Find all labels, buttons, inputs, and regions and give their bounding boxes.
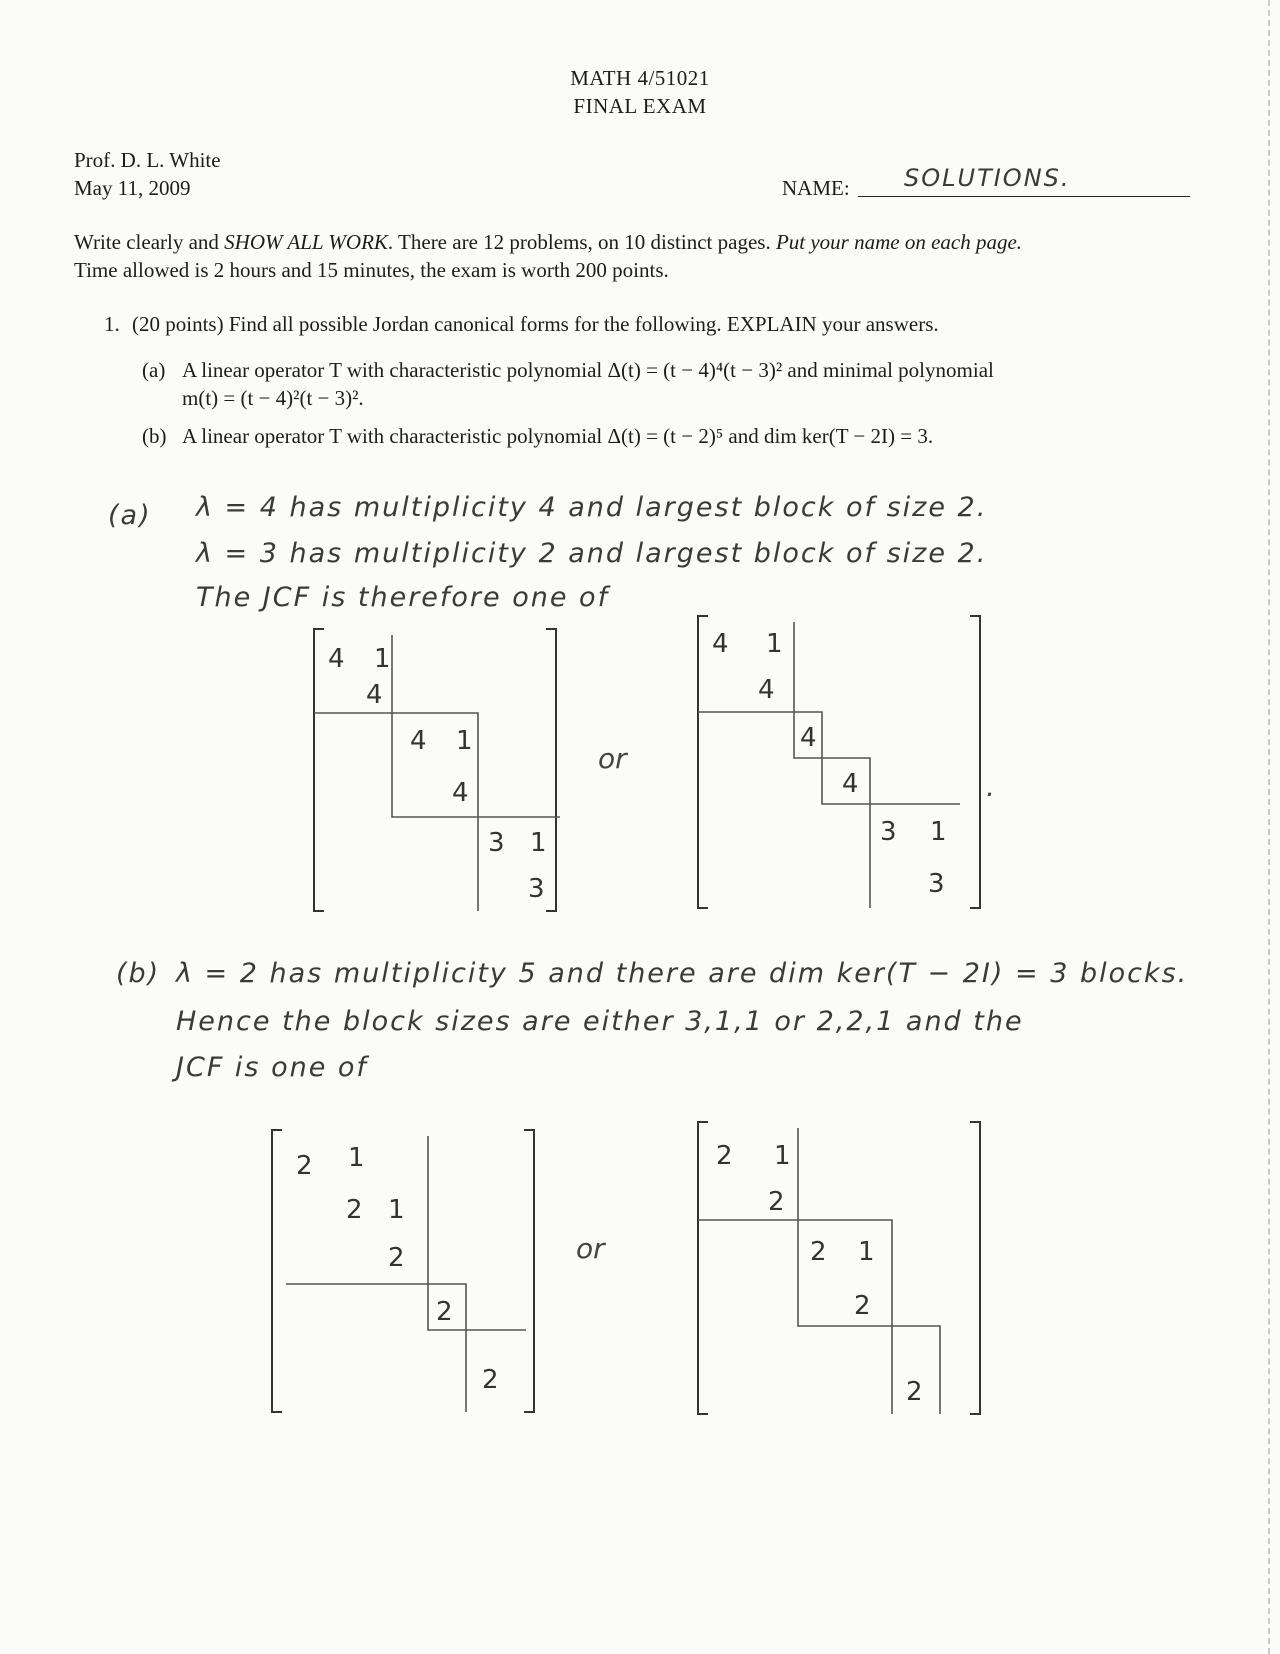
name-value: SOLUTIONS. xyxy=(904,164,1071,192)
matrix-entry: 1 xyxy=(388,1195,405,1225)
left-bracket xyxy=(314,629,324,911)
matrix-entry: 3 xyxy=(928,869,945,899)
solution-b-line1: λ = 2 has multiplicity 5 and there are dim ker(T − 2I) = 3 blocks. xyxy=(176,958,1189,989)
matrix-entry: 3 xyxy=(880,817,897,847)
solution-a-line3: The JCF is therefore one of xyxy=(196,582,610,613)
left-bracket xyxy=(698,616,708,908)
instructions-text-2: . There are 12 problems, on 10 distinct pages. xyxy=(387,230,776,254)
scan-edge xyxy=(1268,0,1270,1654)
matrix-entry: 4 xyxy=(712,629,729,659)
instructions-line2: Time allowed is 2 hours and 15 minutes, the exam is worth 200 points. xyxy=(74,258,669,282)
matrix-entry: 4 xyxy=(800,723,817,753)
problem-number: 1. xyxy=(104,312,120,336)
matrix-entry: 1 xyxy=(858,1237,875,1267)
matrix-entry: 4 xyxy=(328,644,345,674)
matrix-entry: 2 xyxy=(854,1291,871,1321)
solution-a-line2: λ = 3 has multiplicity 2 and largest block of size 2. xyxy=(196,538,988,569)
part-a-label: (a) xyxy=(142,358,166,382)
instructions-line1 xyxy=(74,228,1204,256)
part-a-line1: A linear operator T with characteristic polynomial Δ(t) = (t − 4)⁴(t − 3)² and minimal polynomial xyxy=(182,358,994,382)
matrix-entry: 4 xyxy=(452,778,469,808)
left-bracket xyxy=(272,1130,282,1412)
matrix-entry: 4 xyxy=(842,769,859,799)
solution-b-line2: Hence the block sizes are either 3,1,1 or 2,2,1 and the xyxy=(176,1006,1024,1037)
matrix-entry: 2 xyxy=(388,1243,405,1273)
instructions-text-1: Write clearly and xyxy=(74,230,225,254)
solution-a-label: (a) xyxy=(108,500,152,531)
part-b-line1: A linear operator T with characteristic polynomial Δ(t) = (t − 2)⁵ and dim ker(T − 2I) = 3. xyxy=(182,424,934,448)
matrix-entry: 4 xyxy=(410,726,427,756)
part-a-line2: m(t) = (t − 4)²(t − 3)². xyxy=(182,386,364,410)
matrix-entry: 3 xyxy=(488,828,505,858)
matrix-entry: 2 xyxy=(346,1195,363,1225)
matrix-entry: 1 xyxy=(930,817,947,847)
solution-b-line3: JCF is one of xyxy=(176,1052,368,1083)
name-label: NAME: xyxy=(782,176,850,200)
course-title: MATH 4/51021 xyxy=(570,66,710,90)
right-bracket xyxy=(546,629,556,911)
problem-statement: (20 points) Find all possible Jordan canonical forms for the following. EXPLAIN your answers. xyxy=(132,312,939,336)
matrix-entry: 2 xyxy=(482,1365,499,1395)
solution-a-end-mark: . xyxy=(986,770,995,803)
jcf-matrix-b2 xyxy=(694,1118,994,1418)
matrix-entry: 4 xyxy=(758,675,775,705)
solution-b-label: (b) xyxy=(116,958,161,989)
matrix-entry: 4 xyxy=(366,680,383,710)
matrix-entry: 2 xyxy=(716,1141,733,1171)
matrix-entry: 2 xyxy=(436,1297,453,1327)
matrix-entry: 3 xyxy=(528,874,545,904)
matrix-entry: 2 xyxy=(768,1187,785,1217)
exam-date: May 11, 2009 xyxy=(74,176,191,200)
jcf-matrix-a1 xyxy=(310,625,570,915)
instructions-emphasis-2: Put your name on each page. xyxy=(775,230,1023,254)
matrix-entry: 1 xyxy=(374,644,391,674)
jcf-matrix-a2 xyxy=(694,612,994,912)
professor: Prof. D. L. White xyxy=(74,148,221,172)
matrix-entry: 2 xyxy=(810,1237,827,1267)
matrix-entry: 1 xyxy=(348,1143,365,1173)
or-separator-b: or xyxy=(576,1232,605,1265)
matrix-entry: 1 xyxy=(774,1141,791,1171)
left-bracket xyxy=(698,1122,708,1414)
solution-a-line1: λ = 4 has multiplicity 4 and largest block of size 2. xyxy=(196,492,988,523)
right-bracket xyxy=(970,1122,980,1414)
matrix-entry: 2 xyxy=(906,1377,923,1407)
right-bracket xyxy=(970,616,980,908)
matrix-entry: 1 xyxy=(530,828,547,858)
right-bracket xyxy=(524,1130,534,1412)
exam-title: FINAL EXAM xyxy=(573,94,707,118)
block-2-border xyxy=(798,1220,892,1326)
matrix-entry: 1 xyxy=(766,629,783,659)
or-separator-a: or xyxy=(598,742,627,775)
matrix-entry: 2 xyxy=(296,1151,313,1181)
instructions-emphasis-1: SHOW ALL WORK xyxy=(224,230,388,254)
matrix-entry: 1 xyxy=(456,726,473,756)
part-b-label: (b) xyxy=(142,424,167,448)
name-line xyxy=(858,196,1190,197)
jcf-matrix-b1 xyxy=(268,1126,548,1416)
